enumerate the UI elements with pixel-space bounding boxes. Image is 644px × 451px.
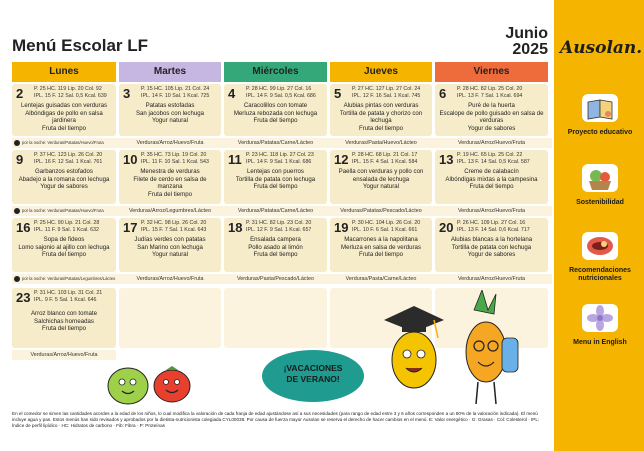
dish: Patatas estofadas	[145, 102, 195, 109]
fruit-basket-icon	[578, 160, 622, 196]
sidebar-item-label: Proyecto educativo	[567, 129, 633, 136]
dish: San jacobos con lechuga	[135, 109, 205, 117]
dish: Merluza en salsa de verduras	[341, 243, 421, 251]
day-number: 17	[123, 220, 138, 235]
nutrition-line: IPL. 9 F. 5 Sal. 1 Kcal. 646	[34, 296, 97, 303]
sidebar-item-label: Recomendaciones nutricionales	[569, 267, 631, 282]
dish: Merluza rebozada con lechuga	[233, 109, 318, 117]
menu-dishes	[332, 168, 430, 191]
dish: Judías verdes con patatas	[134, 236, 206, 243]
day-number: 19	[334, 220, 349, 235]
empty-day-cell	[224, 288, 327, 348]
pineapple-graduation-illustration	[374, 290, 524, 408]
nutrition-line: IPL. 15 F. 4 Sal. 1 Kcal. 584	[352, 158, 418, 165]
nutrition-line: IPL. 12 F. 9 Sal. 1 Kcal. 657	[246, 226, 312, 233]
dish: Macarrones a la napolitana	[344, 236, 418, 243]
menu-dishes	[14, 102, 114, 132]
dinner-band	[12, 138, 552, 148]
header-miercoles: Miércoles	[224, 62, 327, 82]
nutrition-line: IPL. 14 F. 10 Sal. 1 Kcal. 725	[141, 92, 210, 99]
nutrition-info	[246, 152, 314, 165]
dish: Tortilla de patata con lechuga	[235, 175, 316, 183]
apple-tomato-illustration	[100, 358, 210, 408]
header-jueves: Jueves	[330, 62, 432, 82]
dish: Yogur de sabores	[40, 183, 88, 191]
dish: Alubias blancas a la hortelana	[450, 236, 533, 243]
dish: Fruta del tiempo	[358, 124, 404, 132]
dish: Abadejo a la romana con lechuga	[18, 175, 110, 183]
dish: Yogur de sabores	[467, 124, 516, 132]
nutrition-line: P. 28 HC. 82 Lip. 25 Col. 20	[457, 86, 523, 92]
flower-icon	[578, 300, 622, 336]
nutrition-line: IPL. 10 F. 6 Sal. 1 Kcal. 661	[352, 226, 418, 233]
dish: Albóndigas de pollo en salsa jardinera	[25, 109, 103, 125]
menu-dishes	[121, 236, 219, 259]
menu-dishes	[332, 236, 430, 259]
book-icon	[578, 90, 622, 126]
day-number: 13	[439, 152, 454, 167]
vacaciones-line: DE VERANO!	[286, 374, 340, 384]
nutrition-line: P. 30 HC. 104 Lip. 26 Col. 20	[352, 220, 421, 226]
empty-day-cell	[119, 288, 221, 348]
dish: Albóndigas mixtas a la campesina	[445, 175, 538, 183]
dish: Lentejas con puerros	[247, 168, 304, 175]
menu-dishes	[437, 236, 546, 259]
dish: Sopa de fideos	[43, 236, 85, 243]
day-number: 4	[228, 86, 236, 101]
nutrition-info	[246, 220, 311, 233]
year-label: 2025	[512, 41, 548, 58]
dish: Caracolillos con tomate	[243, 102, 308, 109]
nutrition-line: IPL. 12 F. 16 Sal. 1 Kcal. 745	[352, 92, 421, 99]
band-note: Verduras/Pasta/Carne/Lácteo	[345, 276, 417, 282]
nutrition-info	[352, 220, 420, 233]
day-cell	[12, 84, 116, 136]
sidebar-item-recomendaciones[interactable]	[560, 228, 640, 283]
nutrition-line: P. 28 HC. 68 Lip. 21 Col. 17	[352, 152, 418, 158]
nutrition-info	[141, 152, 209, 165]
month-label: Junio	[505, 25, 548, 42]
day-cell	[435, 84, 548, 136]
nutrition-line: P. 19 HC. 65 Lip. 25 Col. 22	[457, 152, 523, 158]
day-number: 12	[334, 152, 349, 167]
nutrition-line: P. 31 HC. 103 Lip. 31 Col. 21	[34, 290, 103, 296]
dish: Garbanzos estofados	[35, 168, 93, 175]
nutrition-line: P. 23 HC. 118 Lip. 27 Col. 23	[246, 152, 314, 158]
brand-logo: Ausolan.	[560, 38, 643, 58]
nutrition-info	[34, 220, 99, 233]
band-note: Verduras/Arroz/Huevo/Fruta	[136, 276, 204, 282]
nutrition-info	[246, 86, 316, 99]
sidebar-item-label: Menu in English	[573, 339, 627, 346]
menu-title: Menú Escolar LF	[12, 36, 149, 55]
menu-dishes	[14, 310, 114, 333]
dish: Fruta del tiempo	[358, 251, 404, 259]
nutrition-line: IPL. 11 F. 9 Sal. 1 Kcal. 632	[34, 226, 99, 233]
sidebar-item-sostenibilidad[interactable]	[560, 160, 640, 207]
dish: Tortilla de patata y chorizo con lechuga	[339, 109, 423, 125]
dish: Ensalada campera	[250, 236, 301, 243]
nutrition-info	[34, 152, 102, 165]
menu-dishes	[437, 168, 546, 191]
band-note: por la noche: Verduras/Patatas/Huevo/Fruta	[22, 208, 104, 213]
nutrition-info	[352, 152, 417, 165]
dish: Menestra de verduras	[140, 168, 200, 175]
nutrition-info	[457, 152, 530, 165]
header-martes: Martes	[119, 62, 221, 82]
day-cell	[330, 218, 432, 272]
dish: Alubias pintas con verduras	[343, 102, 419, 109]
dish: Puré de la huerta	[468, 102, 515, 109]
footer-note: En el comedor se sirven las cantidades acordes a la edad de los niños, lo cual modifica la valoración de cada franja de edad ajustándose así a sus necesidades (para rango de edad entre 3 y 6 años corresponden a un 80% de la valoración indicada). El menú incluye agua y pan. Estos menús han sido revisados y aprobados por la dietista-nutricionista colegiada CYL00038. Por causa de fuerza mayor Ausolan se reserva el derecho de hacer cambios en el menú. E: Valor energético · G: Grasas · Col: Colesterol · IPL: Índice de perfil lipídico · HC: Hidratos de carbono · Fib: Fibra · P: Proteínas	[12, 411, 540, 428]
dish: Lentejas guisadas con verduras	[20, 102, 108, 109]
nutrition-line: IPL. 11 F. 10 Sal. 1 Kcal. 543	[141, 158, 209, 165]
nutrition-line: P. 25 HC. 119 Lip. 20 Col. 92	[34, 86, 102, 92]
dish: Filete de cerdo en salsa de manzana	[133, 175, 207, 191]
day-cell	[224, 150, 327, 204]
day-cell	[330, 84, 432, 136]
dish: San Marino con lechuga	[137, 243, 203, 251]
vacaciones-text	[262, 363, 364, 385]
nutrition-line: P. 25 HC. 90 Lip. 21 Col. 28	[34, 220, 100, 226]
nutrition-line: IPL. 13 F. 14 Sal. 0,5 Kcal. 587	[457, 158, 530, 165]
dish: Yogur natural	[362, 183, 400, 191]
nutrition-info	[141, 220, 206, 233]
vacaciones-bubble	[262, 350, 364, 402]
band-note: por la noche: Verduras/Patatas/Legumbres/Lácteo	[22, 276, 116, 281]
menu-dishes	[226, 168, 325, 191]
dish: Fruta del tiempo	[253, 117, 298, 125]
band-note: Verduras/Pasta/Huevo/Lácteo	[345, 140, 417, 146]
day-number: 20	[439, 220, 454, 235]
nutrition-line: IPL. 13 F. 7 Sal. 1 Kcal. 694	[457, 92, 523, 99]
vacaciones-line: ¡VACACIONES	[283, 363, 343, 373]
day-number: 5	[334, 86, 342, 101]
dinner-band	[12, 206, 552, 216]
nutrition-line: P. 15 HC. 105 Lip. 21 Col. 24	[141, 86, 210, 92]
menu-dishes	[14, 168, 114, 191]
band-note: Verduras/Arroz/Huevo/Fruta	[457, 140, 526, 146]
dish: Pollo asado al limón	[248, 243, 303, 251]
dish: Fruta del tiempo	[41, 124, 87, 132]
nutrition-line: IPL. 13 F. 14 Sal. 0,6 Kcal. 717	[457, 226, 530, 233]
menu-dishes	[226, 102, 325, 125]
nutrition-line: P. 26 HC. 109 Lip. 27 Col. 16	[457, 220, 526, 226]
dish: Escalope de pollo guisado en salsa de verduras	[439, 109, 544, 125]
nutrition-info	[34, 86, 107, 99]
dish: Fruta del tiempo	[41, 251, 87, 259]
menu-dishes	[121, 168, 219, 198]
eating-mouth-icon	[578, 228, 622, 264]
band-note: por la noche: Verduras/Patatas/Huevo/Fruta	[22, 140, 104, 145]
band-note: Verduras/Patatas/Carne/Lácteo	[237, 208, 314, 214]
band-note: Verduras/Arroz/Huevo/Fruta	[457, 208, 526, 214]
dish: Fruta del tiempo	[41, 325, 87, 333]
day-cell	[12, 288, 116, 348]
header-viernes: Viernes	[435, 62, 548, 82]
band-note: Verduras/Arroz/Huevo/Fruta	[30, 352, 98, 358]
dish: Arroz blanco con tomate	[30, 310, 98, 317]
day-cell	[119, 150, 221, 204]
day-number: 11	[228, 152, 242, 167]
dish: Yogur natural	[151, 251, 189, 259]
day-cell	[12, 218, 116, 272]
dish: Creme de calabacín	[464, 168, 519, 175]
dish: Fruta del tiempo	[469, 183, 514, 191]
dish: Fruta del tiempo	[253, 251, 298, 259]
nutrition-line: IPL. 15 F. 7 Sal. 1 Kcal. 643	[141, 226, 207, 233]
dish: Fruta del tiempo	[147, 190, 193, 198]
menu-dishes	[437, 102, 546, 132]
nutrition-line: IPL. 14 F. 9 Sal. 1 Kcal. 686	[246, 158, 312, 165]
day-number: 3	[123, 86, 131, 101]
day-cell	[435, 150, 548, 204]
dish: Paella con verduras y pollo con ensalada de lechuga	[338, 168, 424, 183]
dish: Lomo sajonio al ajillo con lechuga	[18, 243, 110, 251]
nutrition-info	[457, 86, 522, 99]
nutrition-line: P. 35 HC. 73 Lip. 19 Col. 20	[141, 152, 207, 158]
nutrition-line: P. 28 HC. 99 Lip. 27 Col. 16	[246, 86, 312, 92]
nutrition-info	[457, 220, 530, 233]
band-note: Verduras/Patatas/Pescado/Lácteo	[340, 208, 422, 214]
sidebar-item-english[interactable]	[560, 300, 640, 347]
day-cell	[435, 218, 548, 272]
nutrition-line: P. 32 HC. 98 Lip. 26 Col. 20	[141, 220, 207, 226]
menu-dishes	[226, 236, 325, 259]
day-cell	[12, 150, 116, 204]
dish: Yogur natural	[151, 117, 189, 125]
nutrition-line: P. 31 HC. 82 Lip. 23 Col. 20	[246, 220, 312, 226]
dish: Fruta del tiempo	[253, 183, 298, 191]
day-number: 16	[16, 220, 31, 235]
day-number: 2	[16, 86, 24, 101]
nutrition-info	[34, 290, 102, 303]
header-lunes: Lunes	[12, 62, 116, 82]
band-note: Verduras/Arroz/Huevo/Fruta	[136, 140, 204, 146]
dinner-band	[12, 274, 552, 284]
day-number: 23	[16, 290, 31, 305]
day-cell	[224, 84, 327, 136]
dish: Tortilla de patata con lechuga	[451, 243, 532, 251]
band-note: Verduras/Arroz/Legumbres/Lácteo	[128, 208, 212, 214]
sidebar	[554, 0, 644, 451]
dish: Salchichas horneadas	[34, 317, 94, 325]
day-cell	[119, 218, 221, 272]
dish: Yogur de sabores	[467, 251, 516, 259]
nutrition-line: IPL. 16 F. 12 Sal. 1 Kcal. 761	[34, 158, 103, 165]
nutrition-line: P. 37 HC. 123 Lip. 26 Col. 20	[34, 152, 103, 158]
menu-dishes	[332, 102, 430, 132]
day-cell	[224, 218, 327, 272]
nutrition-line: P. 27 HC. 127 Lip. 27 Col. 24	[352, 86, 421, 92]
sidebar-item-proyecto[interactable]	[560, 90, 640, 137]
band-note: Verduras/Pasta/Pescado/Lácteo	[236, 276, 315, 282]
day-number: 18	[228, 220, 243, 235]
menu-dishes	[121, 102, 219, 125]
day-cell	[330, 150, 432, 204]
nutrition-info	[352, 86, 420, 99]
month-year	[486, 26, 548, 58]
band-note: Verduras/Patatas/Carne/Lácteo	[237, 140, 314, 146]
day-number: 9	[16, 152, 24, 167]
day-number: 6	[439, 86, 447, 101]
nutrition-line: IPL. 15 F. 12 Sal. 0,5 Kcal. 639	[34, 92, 107, 99]
band-note: Verduras/Arroz/Huevo/Fruta	[457, 276, 526, 282]
menu-dishes	[14, 236, 114, 259]
sidebar-item-label: Sostenibilidad	[576, 199, 624, 206]
day-cell	[119, 84, 221, 136]
day-number: 10	[123, 152, 138, 167]
nutrition-line: IPL. 14 F. 9 Sal. 0,5 Kcal. 686	[246, 92, 316, 99]
nutrition-info	[141, 86, 209, 99]
